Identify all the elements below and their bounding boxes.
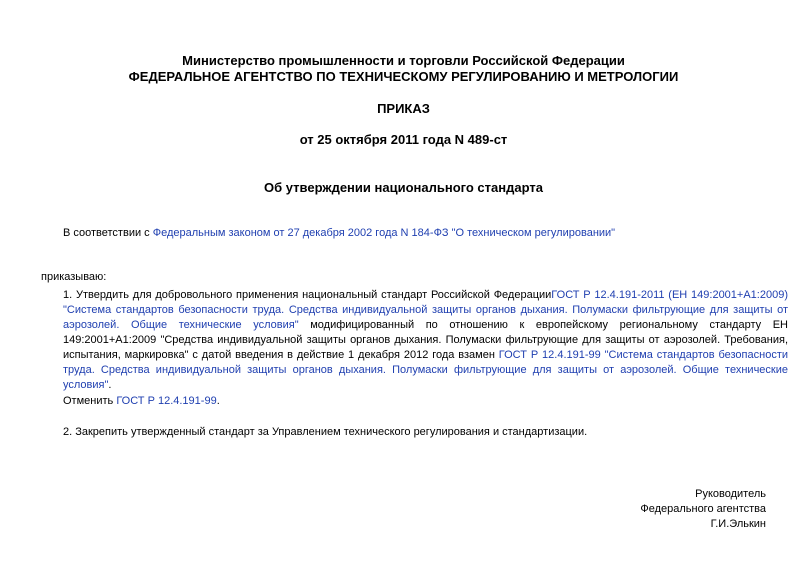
cancel-paragraph <box>41 394 788 409</box>
item1-text-middle: модифицированный по отношению к европейскому региональному стандарту ЕН 149:2001+А1:2009 "Средства индивидуальной защиты органов дыхания. Полумаски фильтрующие для защиты от аэрозолей. Требования, испытания, маркировка" с датой введения в действие 1 декабря 2012 года взамен <box>63 319 788 361</box>
cancel-gost-link[interactable]: ГОСТ Р 12.4.191-99 <box>116 395 217 407</box>
preamble-text: В соответствии с <box>63 227 153 239</box>
cancel-end: . <box>216 395 220 407</box>
document-subject: Об утверждении национального стандарта <box>264 180 543 195</box>
order-item-1 <box>41 288 788 393</box>
document-type: ПРИКАЗ <box>377 101 430 116</box>
item1-text-end: . <box>108 379 112 391</box>
item1-text-start: 1. Утвердить для добровольного применения национальный стандарт Российской Федерации <box>63 289 552 301</box>
gost-99-link[interactable]: ГОСТ Р 12.4.191-99 "Система стандартов безопасности труда. Средства индивидуальной защиты органов дыхания. Полумаски фильтрующие для защиты от аэрозолей. Общие технические условия" <box>63 349 788 391</box>
agency-title: ФЕДЕРАЛЬНОЕ АГЕНТСТВО ПО ТЕХНИЧЕСКОМУ РЕГУЛИРОВАНИЮ И МЕТРОЛОГИИ <box>128 69 679 84</box>
signature-organization: Федерального агентства <box>640 503 766 515</box>
preamble-paragraph <box>41 226 788 241</box>
ministry-title: Министерство промышленности и торговли Российской Федерации <box>182 53 625 68</box>
federal-law-link[interactable]: Федеральным законом от 27 декабря 2002 года N 184-ФЗ "О техническом регулировании" <box>152 227 616 239</box>
cancel-text: Отменить <box>63 395 117 407</box>
order-item-2: 2. Закрепить утвержденный стандарт за Управлением технического регулирования и стандартизации. <box>63 426 588 438</box>
gost-2011-link[interactable]: ГОСТ Р 12.4.191-2011 (ЕН 149:2001+А1:2009) "Система стандартов безопасности труда. Средства индивидуальной защиты органов дыхания. Полумаски фильтрующие для защиты от аэрозолей. Общие технические условия" <box>63 289 788 331</box>
order-word: приказываю: <box>41 271 107 283</box>
document-date-number: от 25 октября 2011 года N 489-ст <box>299 132 508 147</box>
signature-position: Руководитель <box>695 488 766 500</box>
signature-name: Г.И.Элькин <box>710 518 766 530</box>
